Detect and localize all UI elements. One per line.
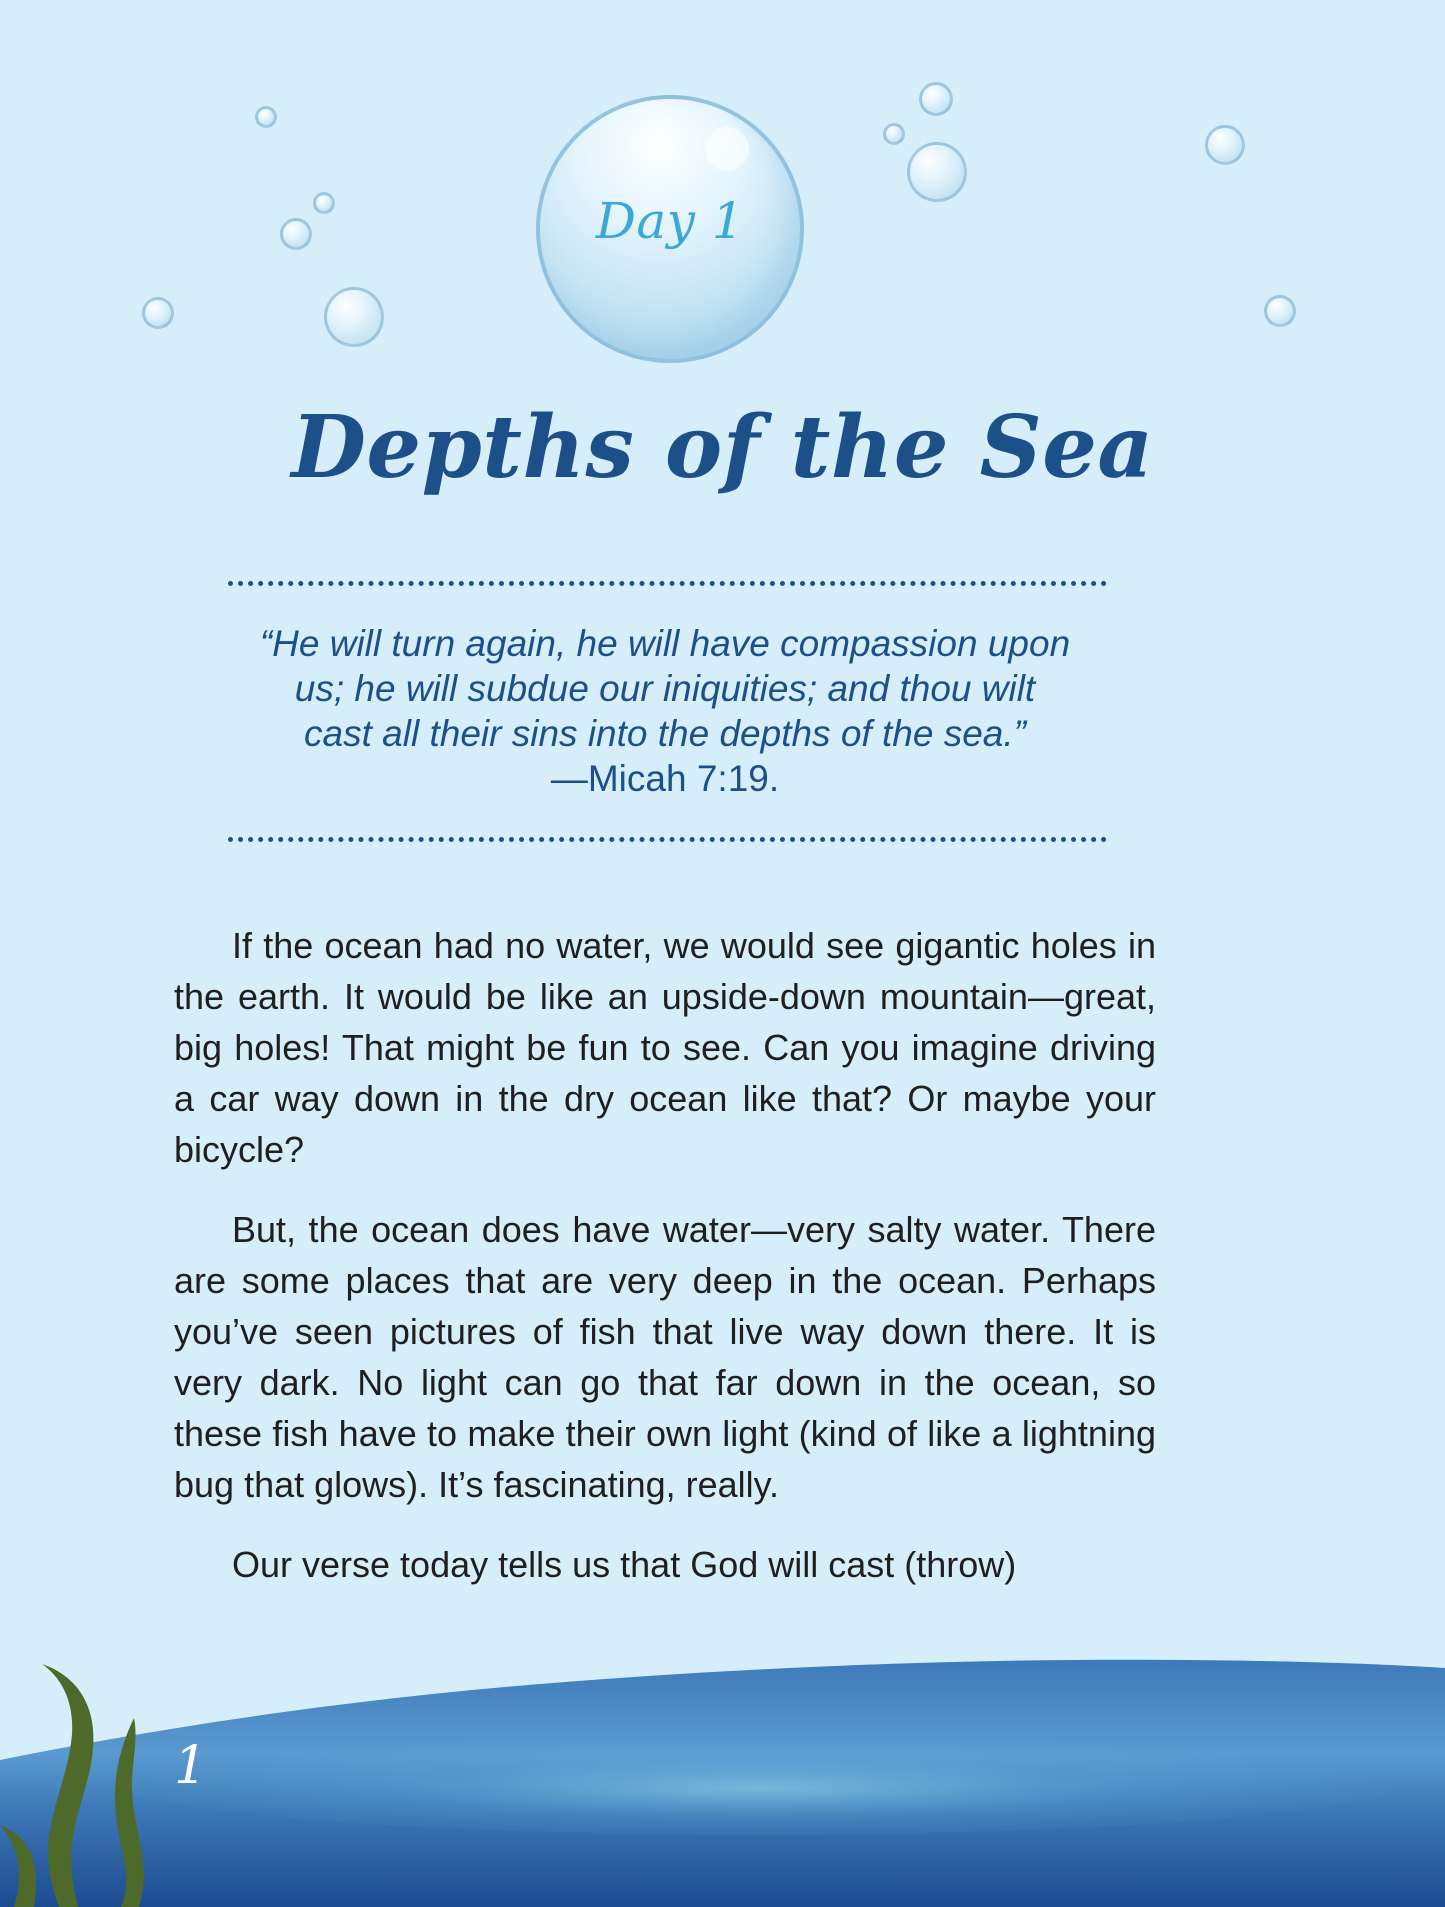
bubble-decoration — [313, 192, 335, 214]
bubble-decoration — [907, 142, 967, 202]
verse-reference: —Micah 7:19. — [550, 758, 780, 799]
ocean-wave-band — [0, 1640, 1445, 1907]
page-number: 1 — [174, 1736, 208, 1796]
bubble-decoration — [142, 297, 174, 329]
verse-line: “He will turn again, he will have compassion upon — [259, 623, 1071, 664]
bubble-decoration — [324, 287, 384, 347]
bubble-decoration — [883, 123, 905, 145]
seaweed-blade — [42, 1664, 93, 1907]
page-title: Depths of the Sea — [291, 397, 1154, 498]
verse-line: cast all their sins into the depths of the sea.” — [304, 713, 1026, 754]
bubble-decoration — [280, 218, 312, 250]
bubble-highlight — [705, 127, 749, 171]
bible-verse — [210, 621, 1120, 801]
paragraph: If the ocean had no water, we would see gigantic holes in the earth. It would be like an upside-down mountain—great, big holes! That might be fun to see. Can you imagine driving a car way down in the dry ocean like that? Or maybe your bicycle? — [174, 925, 1156, 1170]
bubble-decoration — [919, 82, 953, 116]
seaweed-blade — [115, 1718, 144, 1907]
dotted-divider-bottom — [228, 837, 1107, 842]
bubble-decoration — [255, 106, 277, 128]
bubble-decoration — [1264, 295, 1296, 327]
seaweed-blade — [0, 1825, 36, 1907]
day-label: Day 1 — [595, 192, 745, 250]
body-text — [174, 920, 1156, 1590]
seaweed-icon — [0, 1650, 165, 1907]
dotted-divider-top — [228, 581, 1107, 586]
ocean-glow — [110, 1725, 1410, 1835]
paragraph: Our verse today tells us that God will cast (throw) — [232, 1544, 1017, 1585]
bubble-decoration — [1205, 125, 1245, 165]
day-bubble — [536, 95, 804, 363]
paragraph: But, the ocean does have water—very salty water. There are some places that are very deep in the ocean. Perhaps you’ve seen pictures of fish that live way down there. It is very dark. No light can go that far down in the ocean, so these fish have to make their own light (kind of like a lightning bug that glows). It’s fascinating, really. — [174, 1209, 1156, 1505]
verse-line: us; he will subdue our iniquities; and thou wilt — [294, 668, 1036, 709]
